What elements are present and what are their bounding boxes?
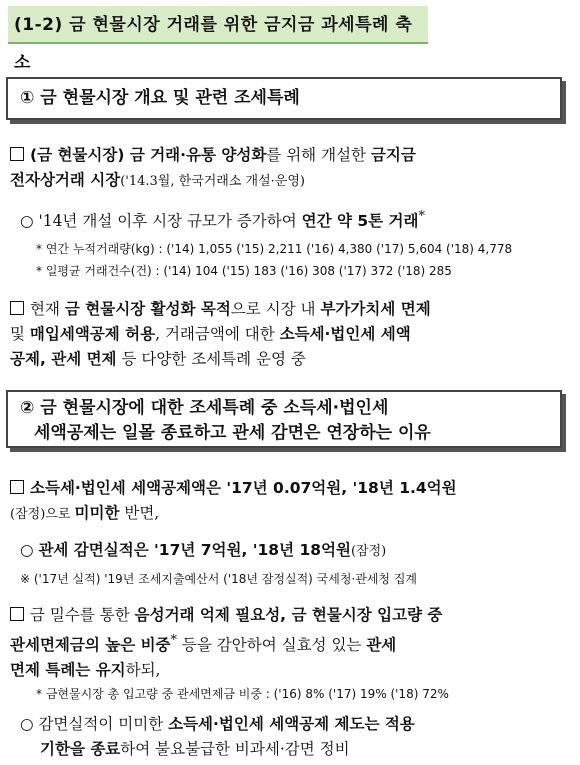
p3-bold5: 공제, 관세 면제	[10, 350, 117, 368]
p6-text: 금 밀수를 통한	[30, 606, 135, 624]
p1-bold: (금 현물시장) 금 거래·유통 양성화	[30, 146, 267, 164]
p6-text2: 등을 감안하여 실효성 있는	[176, 636, 367, 655]
p1-sub: ('14.3월, 한국거래소 개설·운영)	[120, 174, 305, 189]
note-1: * 연간 누적거래량(kg) : ('14) 1,055 ('15) 2,211 ('16) 4,380 ('17) 5,604 ('18) 4,778	[36, 242, 513, 256]
paragraph-3	[10, 297, 565, 372]
p3-bold3: 매입세액공제 허용	[29, 325, 156, 343]
note-4: * 금현물시장 총 입고량 중 관세면제금 비중 : ('16) 8% ('17) 19% ('18) 72%	[36, 687, 449, 701]
square-bullet-icon	[10, 607, 24, 621]
p7-text: 감면실적이 미미한	[38, 715, 169, 733]
note-3: ※ ('17년 실적) '19년 조세지출예산서 ('18년 잠정실적) 국세청·관세청 집계	[20, 572, 418, 586]
p3-text4: , 거래금액에 대한	[155, 325, 280, 343]
square-bullet-icon	[10, 147, 24, 161]
p6-bold2: 관세면제금의 높은 비중	[10, 636, 171, 655]
section2-title-box	[6, 390, 562, 448]
square-bullet-icon	[10, 480, 24, 494]
p4-sub: (잠정)으로	[10, 507, 75, 522]
section2-title-line2: 세액공제는 일몰 종료하고 관세 감면은 연장하는 이유	[34, 423, 431, 443]
note-2: * 일평균 거래건수(건) : ('14) 104 ('15) 183 ('16) 308 ('17) 372 ('18) 285	[36, 264, 452, 278]
circle-bullet-icon: ○	[20, 212, 39, 231]
p3-text2: 으로 시장 내	[230, 300, 321, 318]
paragraph-6: 금 밀수를 통한 음성거래 억제 필요성, 금 현물시장 입고량 중 관세면제금의 높은 비중* 등을 감안하여 실효성 있는 관세 면제 특례는 유지하되,	[10, 606, 443, 680]
p3-text5: 등 다양한 조세특례 운영 중	[116, 350, 306, 368]
square-bullet-icon	[10, 301, 24, 315]
p5-sub: (잠정)	[350, 544, 387, 559]
p3-text: 현재	[30, 300, 65, 318]
p1-text: 를 위해 개설한	[266, 146, 371, 164]
section1-title: ① 금 현물시장 개요 및 관련 조세특례	[20, 88, 300, 108]
p3-bold: 금 현물시장 활성화 목적	[64, 300, 231, 318]
p2-text: '14년 개설 이후 시장 규모가 증가하여	[38, 212, 302, 231]
p1-bold3: 전자상거래 시장	[10, 171, 121, 189]
section2-title-line1: ② 금 현물시장에 대한 조세특례 중 소득세·법인세	[20, 398, 389, 418]
p2-bold: 연간 약 5톤 거래	[301, 212, 419, 231]
p6-bold4: 면제 특례는 유지	[10, 661, 126, 680]
paragraph-5	[20, 538, 575, 564]
paragraph-4	[10, 476, 565, 527]
circle-bullet-icon: ○	[20, 715, 39, 733]
p6-text3: 하되,	[125, 661, 161, 680]
p3-text3: 및	[10, 325, 30, 343]
p6-bold: 음성거래 억제 필요성, 금 현물시장 입고량 중	[134, 606, 443, 624]
p3-bold2: 부가가치세 면제	[320, 300, 431, 318]
section1-title-box	[6, 77, 562, 120]
section-heading: (1-2) 금 현물시장 거래를 위한 금지금 과세특례 축소	[8, 6, 428, 44]
circle-bullet-icon: ○	[20, 541, 39, 559]
p7-text2: 하여 불요불급한 비과세·감면 정비	[120, 740, 350, 758]
paragraph-1	[10, 143, 565, 194]
p3-bold4: 소득세·법인세 세액	[279, 325, 411, 343]
paragraph-7	[20, 712, 575, 762]
p6-bold3: 관세	[366, 636, 397, 655]
p7-bold: 소득세·법인세 세액공제 제도는 적용	[168, 715, 415, 733]
p7-bold2: 기한을 종료	[40, 740, 121, 758]
p1-bold2: 금지금	[370, 146, 416, 164]
paragraph-2: ○ '14년 개설 이후 시장 규모가 증가하여 연간 약 5톤 거래*	[20, 209, 425, 231]
p5-bold: 관세 감면실적은 '17년 7억원, '18년 18억원	[38, 541, 351, 559]
p4-bold: 소득세·법인세 세액공제액은 '17년 0.07억원, '18년 1.4억원	[30, 479, 457, 497]
p4-bold2: 미미한	[74, 504, 120, 522]
p4-text: 반면,	[119, 504, 160, 522]
